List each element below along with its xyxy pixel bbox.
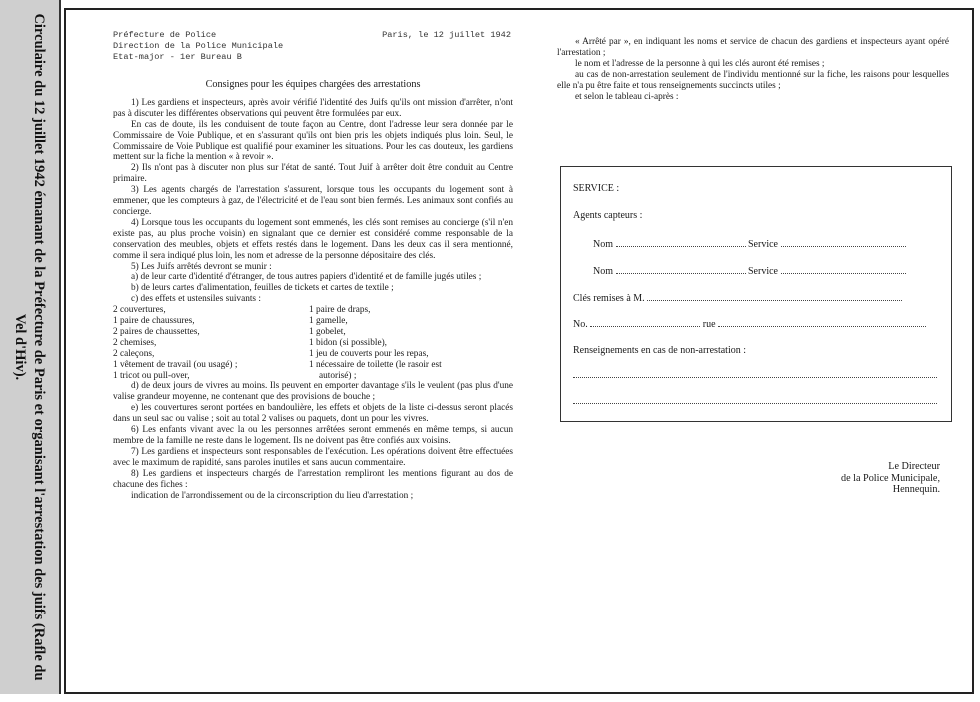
paragraph-9: c) des effets et ustensiles suivants : — [131, 294, 261, 305]
right-paragraph-3: au cas de non-arrestation seulement de l'individu mentionné sur la fiche, les raisons pour lesquelles elle n'a pu être faite et tous renseignements succincts utiles ; — [557, 69, 949, 91]
header-direction: Direction de la Police Municipale — [113, 41, 284, 51]
form-fill-line — [616, 238, 746, 247]
signature-name: Hennequin. — [892, 484, 940, 495]
paragraph-15: indication de l'arrondissement ou de la circonscription du lieu d'arrestation ; — [131, 490, 414, 501]
paragraph-4: 3) Les agents chargés de l'arrestation s'assurent, lorsque tous les occupants du logement sont à emmener, que les compteurs à gaz, de l'électricité et de l'eau sont bien fermés. Les animaux sont confiés au concierge. — [113, 185, 513, 217]
paragraph-7: a) de leur carte d'identité d'étranger, de tous autres papiers d'identité et de famille jugés utiles ; — [131, 272, 482, 283]
paragraph-1: 1) Les gardiens et inspecteurs, après avoir vérifié l'identité des Juifs qu'ils ont mission d'arrêter, n'ont pas à discuter les différentes observations qui peuvent être formulées par eux. — [113, 97, 513, 119]
right-column — [557, 37, 949, 102]
paragraph-10: d) de deux jours de vivres au moins. Ils peuvent en emporter davantage s'ils le veulent (pas plus d'une valise grandeur moyenne, ne contenant que des provisions de bouche ; — [113, 381, 513, 403]
form-service-label: SERVICE : — [573, 183, 620, 194]
form-service-field-label: Service — [748, 239, 778, 250]
paragraph-5: 4) Lorsque tous les occupants du logement sont emmenés, les clés sont remises au concierge (s'il n'en existe pas, au plus proche voisin) en signalant que ce dernier est considéré comme responsable de la conservation des meubles, objets et effets restés dans le logement. Dans les deux cas il sera mentionné, comme il sera indiqué plus loin, les nom et adresse de la personne dépositaire des clés. — [113, 217, 513, 261]
form-rue-label: rue — [702, 319, 716, 330]
form-fill-line — [781, 238, 906, 247]
list-item: 1 tricot ou pull-over, — [113, 370, 190, 381]
list-item: 1 bidon (si possible), — [309, 337, 387, 348]
form-agents-label: Agents capteurs : — [573, 210, 643, 221]
header-date: Paris, le 12 juillet 1942 — [382, 30, 511, 40]
side-caption-panel — [0, 0, 61, 694]
form-fill-line — [573, 369, 937, 378]
form-fill-line — [718, 318, 926, 327]
form-address-row — [573, 318, 926, 330]
signature-block — [770, 461, 940, 496]
list-item: 2 chemises, — [113, 337, 157, 348]
form-agent-row-2 — [593, 265, 906, 277]
right-paragraph-2: le nom et l'adresse de la personne à qui les clés auront été remises ; — [575, 58, 825, 69]
list-item: 1 gobelet, — [309, 326, 346, 337]
form-nom-label: Nom — [593, 239, 613, 250]
form-cles-label: Clés remises à M. — [573, 293, 645, 304]
arrest-form-table — [560, 166, 952, 422]
form-renseignements-label: Renseignements en cas de non-arrestation : — [573, 345, 746, 356]
right-paragraph-1: « Arrêté par », en indiquant les noms et service de chacun des gardiens et inspecteurs ayant opéré l'arrestation ; — [557, 37, 949, 58]
document-title: Consignes pour les équipes chargées des arrestations — [205, 79, 421, 90]
form-no-label: No. — [573, 319, 588, 330]
list-item: 1 paire de draps, — [309, 305, 371, 316]
list-item: 1 vêtement de travail (ou usagé) ; — [113, 359, 238, 370]
side-caption-text: Circulaire du 12 juillet 1942 émanant de la Préfecture de Paris et organisant l'arrestation des juifs (Rafle du Vel d'Hiv). — [12, 13, 47, 681]
form-nom-label: Nom — [593, 266, 613, 277]
paragraph-8: b) de leurs cartes d'alimentation, feuilles de tickets et cartes de textile ; — [131, 283, 394, 294]
list-item: 1 jeu de couverts pour les repas, — [309, 348, 429, 359]
form-blank-line-2 — [573, 395, 937, 407]
form-fill-line — [647, 292, 902, 301]
document-header — [113, 30, 513, 70]
form-cles-row — [573, 292, 902, 304]
paragraph-6: 5) Les Juifs arrêtés devront se munir : — [131, 261, 272, 272]
list-item: 2 caleçons, — [113, 348, 155, 359]
form-blank-line-1 — [573, 369, 937, 381]
paragraph-13: 7) Les gardiens et inspecteurs sont responsables de l'exécution. Les opérations doivent être effectuées avec le maximum de rapidité, sans paroles inutiles et sans aucun commentaire. — [113, 446, 513, 468]
paragraph-3: 2) Ils n'ont pas à discuter non plus sur l'état de santé. Tout Juif à arrêter doit être conduit au Centre primaire. — [113, 163, 513, 185]
form-fill-line — [590, 318, 700, 327]
list-item: 2 paires de chaussettes, — [113, 326, 200, 337]
paragraph-14: 8) Les gardiens et inspecteurs chargés de l'arrestation rempliront les mentions figurant au dos de chacune des fiches : — [113, 468, 513, 490]
list-item: 2 couvertures, — [113, 305, 166, 316]
left-column — [113, 30, 513, 501]
form-fill-line — [573, 395, 937, 404]
right-paragraph-4: et selon le tableau ci-après : — [575, 91, 679, 102]
header-prefecture: Préfecture de Police — [113, 30, 217, 40]
paragraph-2: En cas de doute, ils les conduisent de toute façon au Centre, dont l'adresse leur sera donnée par le Commissaire de Voie Publique, et en s'assurant qu'ils ont bien pris les objets indiqués plus loin. Seul, le Commissaire de Voie Publique est qualifié pour examiner les situations. Pour les cas douteux, les gardiens mettent sur la fiche la mention « à revoir ». — [113, 119, 513, 163]
signature-department: de la Police Municipale, — [840, 472, 940, 484]
list-item: 1 paire de chaussures, — [113, 316, 195, 327]
form-fill-line — [781, 265, 906, 274]
signature-title: Le Directeur — [888, 461, 940, 472]
items-list — [113, 305, 513, 381]
list-item: 1 nécessaire de toilette (le rasoir est — [309, 359, 442, 370]
list-item: autorisé) ; — [319, 370, 357, 381]
form-agent-row-1 — [593, 238, 906, 250]
list-item: 1 gamelle, — [309, 316, 348, 327]
form-service-field-label: Service — [748, 266, 778, 277]
paragraph-11: e) les couvertures seront portées en bandoulière, les effets et objets de la liste ci-dessus seront placés dans un seul sac ou valise ; soit au total 2 valises ou paquets, dont un pour les vivres. — [113, 403, 513, 425]
header-etat-major: Etat-major - 1er Bureau B — [113, 52, 242, 62]
form-fill-line — [616, 265, 746, 274]
paragraph-12: 6) Les enfants vivant avec la ou les personnes arrêtées seront emmenés en même temps, si aucun membre de la famille ne reste dans le logement. Ils ne doivent pas être confiés aux voisins. — [113, 425, 513, 446]
